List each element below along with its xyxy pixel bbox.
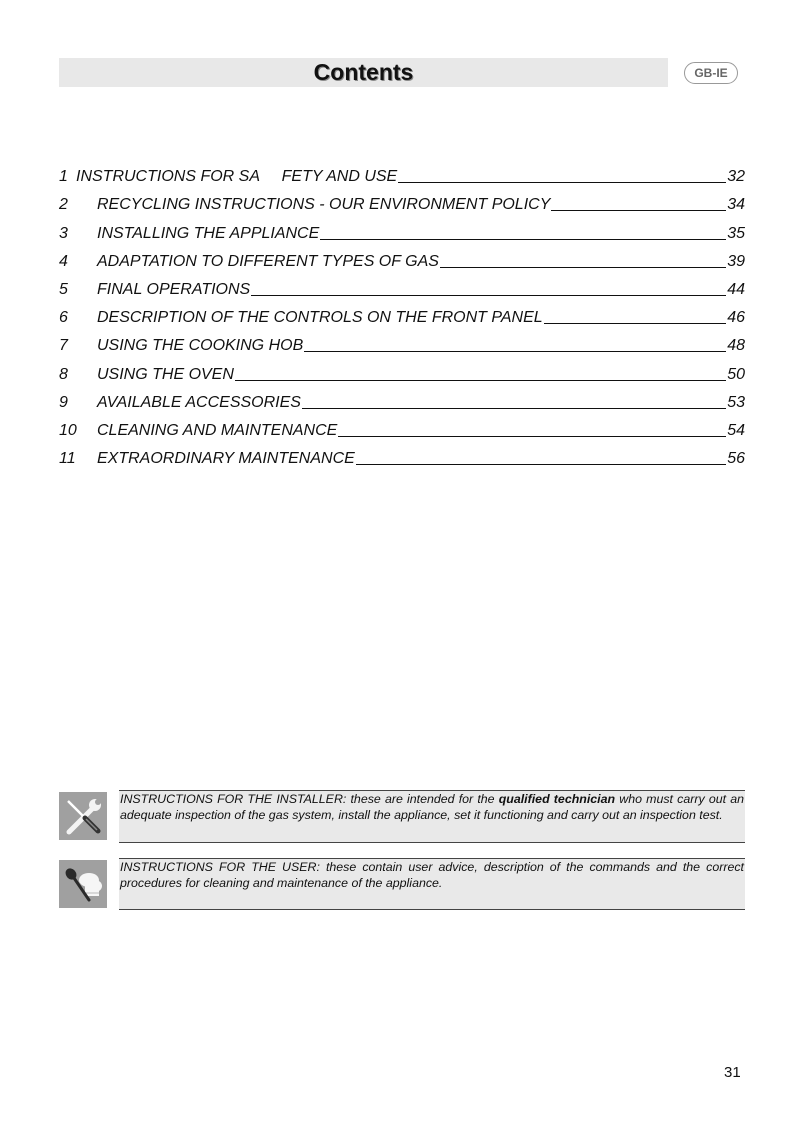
toc-page: 34 (727, 196, 745, 214)
toc-title: ADAPTATION TO DIFFERENT TYPES OF GAS (97, 252, 439, 270)
toc-entry-5[interactable] (59, 273, 745, 301)
toc-leader (338, 436, 726, 437)
toc-leader (235, 380, 726, 381)
toc-leader (302, 408, 726, 409)
toc-entry-11[interactable] (59, 442, 745, 470)
toc-leader (304, 351, 726, 352)
toc-leader (551, 210, 726, 211)
toc-title: FINAL OPERATIONS (97, 280, 251, 298)
toc-title: RECYCLING INSTRUCTIONS - OUR ENVIRONMENT POLICY (97, 196, 551, 214)
toc-page: 39 (727, 252, 745, 270)
toc-page: 35 (727, 224, 745, 242)
toc-number: 4 (59, 252, 68, 270)
toc-number: 7 (59, 337, 68, 355)
installer-note-panel (119, 790, 745, 843)
toc-entry-10[interactable] (59, 414, 745, 442)
toc-page: 54 (727, 421, 745, 439)
toc-number: 8 (59, 365, 68, 383)
page-title: Contents (59, 58, 668, 87)
toc-entry-4[interactable] (59, 245, 745, 273)
toc-page: 48 (727, 337, 745, 355)
toc-entry-6[interactable] (59, 301, 745, 329)
toc-leader (544, 323, 727, 324)
toc-leader (356, 464, 726, 465)
toc-leader (398, 182, 726, 183)
toc-page: 44 (727, 280, 745, 298)
toc-leader (320, 239, 726, 240)
user-note (59, 858, 745, 910)
toc-title: AVAILABLE ACCESSORIES (97, 393, 301, 411)
toc-number: 5 (59, 280, 68, 298)
toc-number: 1 (59, 168, 68, 186)
toc-page: 46 (727, 309, 745, 327)
toc-page: 53 (727, 393, 745, 411)
toc-leader (440, 267, 726, 268)
toc-entry-3[interactable] (59, 216, 745, 244)
installer-note-text: INSTRUCTIONS FOR THE INSTALLER: these are intended for the qualified technician who must carry out an adequate inspection of the gas system, install the appliance, set it functioning and carry out an inspection test. (120, 792, 744, 822)
tools-icon (59, 792, 107, 840)
toc-title: DESCRIPTION OF THE CONTROLS ON THE FRONT PANEL (97, 309, 543, 327)
toc-number: 6 (59, 309, 68, 327)
toc-title: USING THE OVEN (97, 365, 234, 383)
table-of-contents (59, 160, 745, 470)
toc-entry-1[interactable] (59, 160, 745, 188)
toc-title: CLEANING AND MAINTENANCE (97, 421, 338, 439)
toc-number: 3 (59, 224, 68, 242)
toc-number: 10 (59, 421, 77, 439)
toc-page: 32 (727, 168, 745, 186)
page-number: 31 (724, 1064, 741, 1081)
toc-entry-7[interactable] (59, 329, 745, 357)
toc-entry-9[interactable] (59, 386, 745, 414)
user-note-panel (119, 858, 745, 910)
toc-title: INSTALLING THE APPLIANCE (97, 224, 320, 242)
installer-note (59, 790, 745, 843)
toc-title: EXTRAORDINARY MAINTENANCE (97, 450, 355, 468)
toc-number: 2 (59, 196, 68, 214)
toc-leader (251, 295, 726, 296)
toc-number: 9 (59, 393, 68, 411)
language-badge: GB-IE (684, 62, 738, 84)
toc-title: INSTRUCTIONS FOR SA FETY AND USE (76, 168, 398, 186)
toc-entry-8[interactable] (59, 357, 745, 385)
toc-page: 56 (727, 450, 745, 468)
chef-spoon-icon (59, 860, 107, 908)
toc-entry-2[interactable] (59, 188, 745, 216)
toc-title: USING THE COOKING HOB (97, 337, 304, 355)
toc-number: 11 (59, 450, 76, 468)
user-note-text: INSTRUCTIONS FOR THE USER: these contain user advice, description of the commands and the correct procedures for cleaning and maintenance of the appliance. (120, 860, 744, 890)
toc-page: 50 (727, 365, 745, 383)
